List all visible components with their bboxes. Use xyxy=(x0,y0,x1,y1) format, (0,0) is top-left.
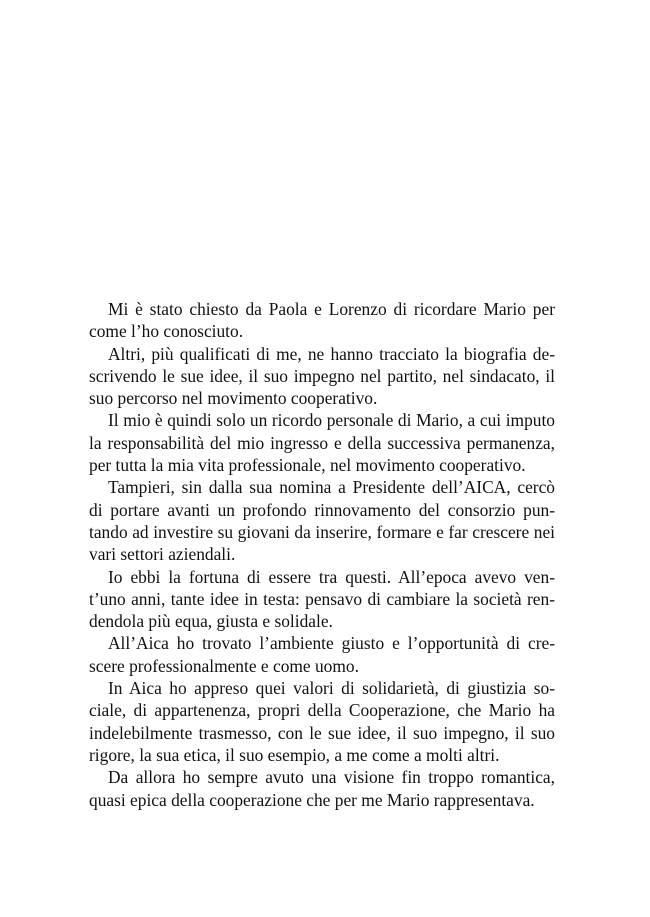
text-line: la responsabilità del mio ingresso e della successiva permanenza, xyxy=(89,432,555,453)
text-line: come l’ho conosciuto. xyxy=(89,321,244,342)
paragraph xyxy=(89,476,555,565)
paragraph xyxy=(89,566,555,633)
text-line: scrivendo le sue idee, il suo impegno nel partito, nel sindacato, il xyxy=(89,365,555,386)
text-line: In Aica ho appreso quei valori di solidarietà, di giustizia so- xyxy=(108,678,555,699)
text-line: rigore, la sua etica, il suo esempio, a me come a molti altri. xyxy=(89,744,500,765)
text-line: Il mio è quindi solo un ricordo personale di Mario, a cui imputo xyxy=(108,410,555,431)
text-line: dendola più equa, giusta e solidale. xyxy=(89,611,333,632)
text-line: vari settori aziendali. xyxy=(89,544,236,565)
text-line: per tutta la mia vita professionale, nel movimento cooperativo. xyxy=(89,455,526,476)
text-line: All’Aica ho trovato l’ambiente giusto e l’opportunità di cre- xyxy=(108,633,555,654)
text-line: Io ebbi la fortuna di essere tra questi. All’epoca avevo ven- xyxy=(108,566,555,587)
text-line: suo percorso nel movimento cooperativo. xyxy=(89,388,378,409)
text-line: t’uno anni, tante idee in testa: pensavo di cambiare la società ren- xyxy=(89,588,555,609)
text-line: Altri, più qualificati di me, ne hanno tracciato la biografia de- xyxy=(108,343,555,364)
paragraph xyxy=(89,677,555,766)
text-line: di portare avanti un profondo rinnovamento del consorzio pun- xyxy=(89,499,555,520)
text-line: quasi epica della cooperazione che per me Mario rappresentava. xyxy=(89,789,535,810)
text-line: Mi è stato chiesto da Paola e Lorenzo di ricordare Mario per xyxy=(108,299,555,319)
text-line: ciale, di appartenenza, propri della Cooperazione, che Mario ha xyxy=(89,700,555,721)
text-line: scere professionalmente e come uomo. xyxy=(89,655,359,676)
text-line: indelebilmente trasmesso, con le sue idee, il suo impegno, il suo xyxy=(89,722,555,743)
text-line: Da allora ho sempre avuto una visione fin troppo romantica, xyxy=(108,767,555,788)
paragraph xyxy=(89,632,555,677)
paragraph xyxy=(89,343,555,410)
text-line: Tampieri, sin dalla sua nomina a Presidente dell’AICA, cercò xyxy=(108,477,555,498)
paragraph xyxy=(89,766,555,811)
paragraph xyxy=(89,409,555,476)
paragraph xyxy=(89,298,555,343)
text-line: tando ad investire su giovani da inserire, formare e far crescere nei xyxy=(89,521,555,542)
body-text xyxy=(89,298,555,811)
